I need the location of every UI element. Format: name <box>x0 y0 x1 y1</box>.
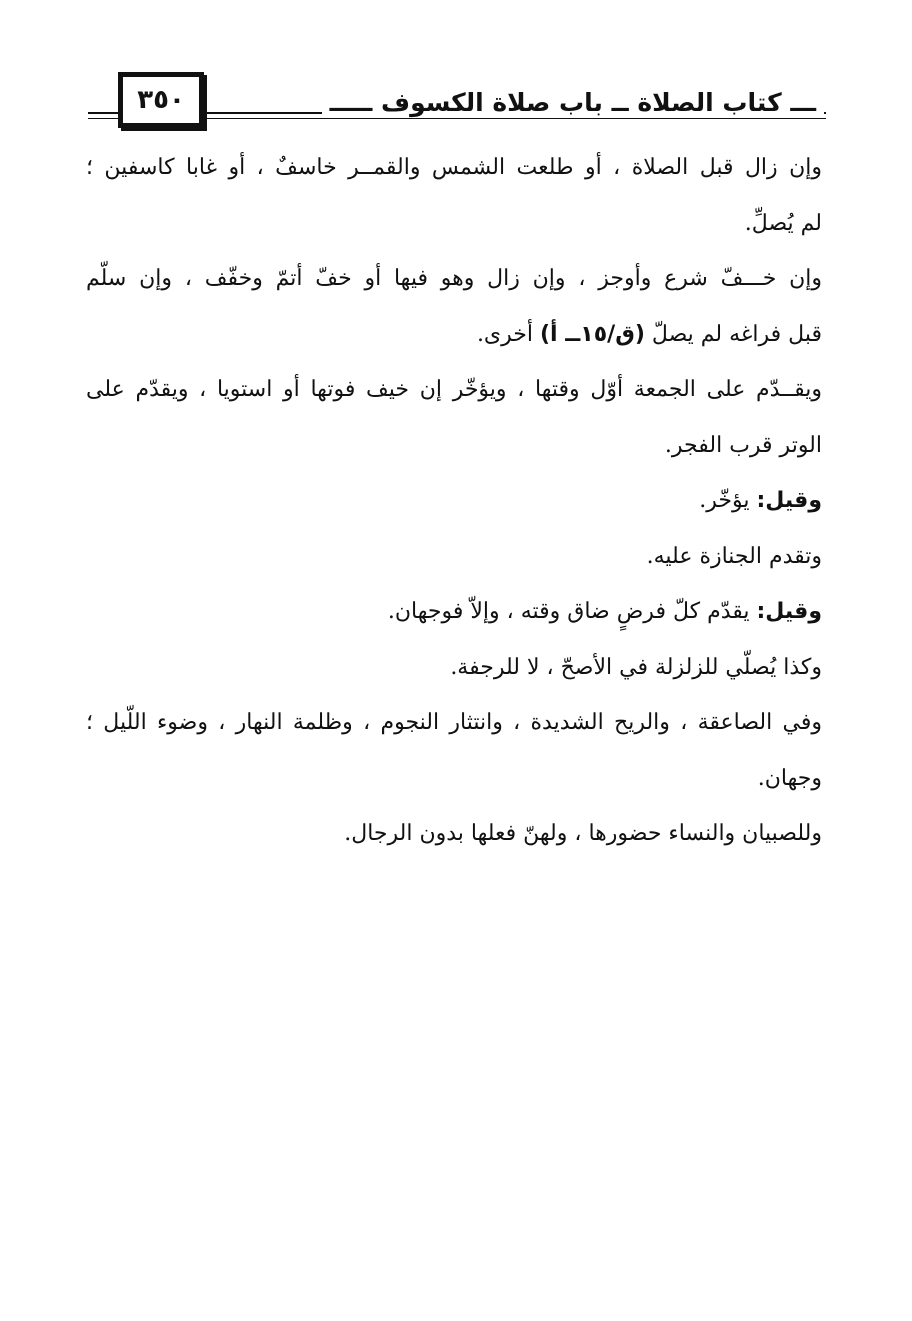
text-line-1: وإن زال قبل الصلاة ، أو طلعت الشمس والقمــر خاسفٌ ، أو غابا كاسفين ؛ <box>86 155 822 180</box>
text-line-13: وللصبيان والنساء حضورها ، ولهنّ فعلها بدون الرجال. <box>344 821 822 846</box>
text-line-9-body: يقدّم كلّ فرضٍ ضاق وقته ، وإلاّ فوجهان. <box>387 599 757 624</box>
text-line-3: وإن خـــفّ شرع وأوجز ، وإن زال وهو فيها أو خفّ أتمّ وخفّف ، وإن سلّم <box>86 266 822 291</box>
text-line-6: الوتر قرب الفجر. <box>664 432 822 458</box>
qila-label: وقيل: <box>756 599 822 624</box>
text-line-4-start: قبل فراغه لم يصلّ <box>644 321 822 347</box>
text-line-2: لم يُصلِّ. <box>744 210 822 236</box>
text-line-4 <box>86 307 822 363</box>
running-title: ـــ كتاب الصلاة ــ باب صلاة الكسوف ـــــ <box>322 88 824 118</box>
text-line-9 <box>86 584 822 640</box>
text-line-8: وتقدم الجنازة عليه. <box>646 543 822 569</box>
page-body <box>86 140 822 862</box>
text-line-7 <box>86 473 822 529</box>
page-header <box>88 70 826 130</box>
text-line-4-end: أخرى. <box>476 321 540 347</box>
text-line-11: وفي الصاعقة ، والريح الشديدة ، وانتثار النجوم ، وظلمة النهار ، وضوء اللّيل ؛ <box>86 710 822 735</box>
text-line-5: ويقــدّم على الجمعة أوّل وقتها ، ويؤخّر إن خيف فوتها أو استويا ، ويقدّم على <box>86 377 822 402</box>
text-line-12: وجهان. <box>757 765 822 791</box>
text-line-7-body: يؤخّر. <box>699 488 757 513</box>
text-line-10: وكذا يُصلّي للزلزلة في الأصحّ ، لا للرجفة. <box>450 654 822 680</box>
page-number: ٣٥٠ <box>118 72 204 128</box>
qila-label: وقيل: <box>756 488 822 513</box>
manuscript-reference: (ق/١٥ــ أ) <box>540 321 645 347</box>
